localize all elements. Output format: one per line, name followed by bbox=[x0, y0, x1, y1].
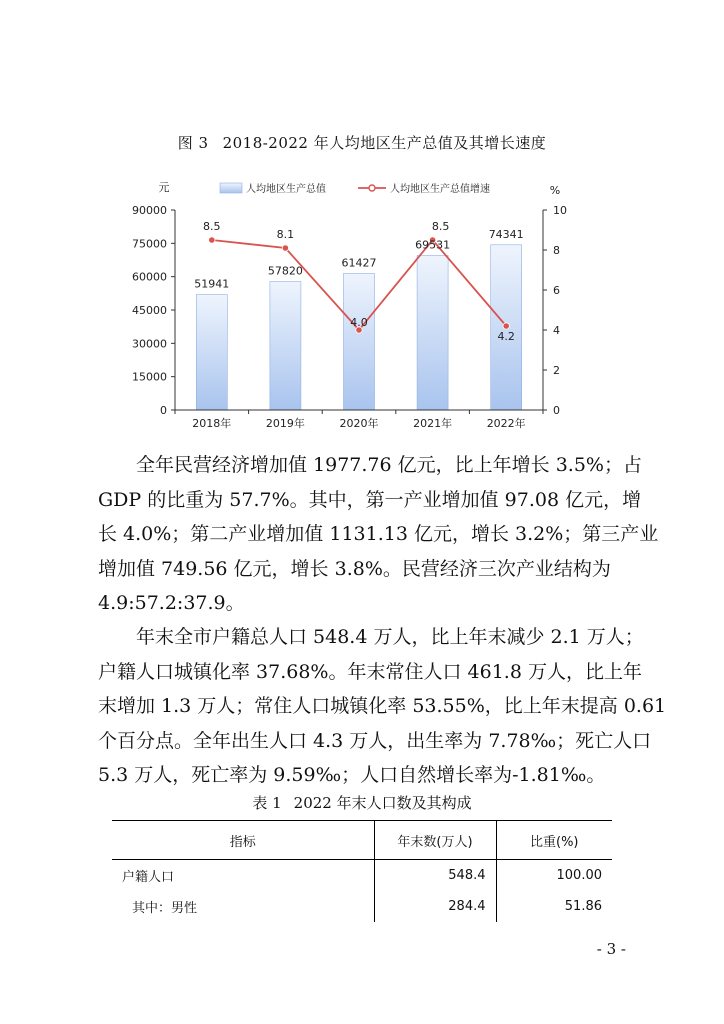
left-axis-unit: 元 bbox=[158, 181, 170, 194]
bar-value-label: 51941 bbox=[194, 277, 230, 291]
paragraph-private-economy bbox=[98, 448, 659, 621]
y-tick-label-right: 6 bbox=[553, 284, 560, 297]
header-indicator: 指标 bbox=[112, 821, 374, 860]
text-line: 4.9:57.2:37.9。 bbox=[98, 592, 245, 614]
figure-caption: 2018-2022 年人均地区生产总值及其增长速度 bbox=[222, 134, 547, 152]
growth-value-label: 4.2 bbox=[497, 330, 515, 343]
growth-value-label: 8.1 bbox=[276, 228, 295, 241]
y-tick-label-right: 10 bbox=[553, 204, 567, 217]
y-tick-label-left: 60000 bbox=[132, 270, 167, 284]
table-label: 表 1 bbox=[252, 794, 282, 812]
text-line: 个百分点。全年出生人口 4.3 万人，出生率为 7.78‰；死亡人口 bbox=[98, 729, 652, 752]
gdp-per-capita-chart bbox=[118, 172, 588, 440]
x-tick-label: 2018年 bbox=[192, 417, 232, 430]
figure-label: 图 3 bbox=[177, 134, 209, 152]
legend-line-label: 人均地区生产总值增速 bbox=[390, 184, 490, 195]
growth-value-label: 8.5 bbox=[431, 220, 450, 233]
legend-line-marker bbox=[369, 185, 375, 191]
bar bbox=[270, 282, 301, 410]
y-tick-label-left: 75000 bbox=[132, 237, 167, 251]
x-tick-label: 2019年 bbox=[265, 417, 305, 430]
y-tick-label-right: 2 bbox=[553, 364, 560, 377]
growth-value-label: 4.0 bbox=[350, 316, 368, 329]
bar-value-label: 57820 bbox=[267, 264, 303, 278]
y-tick-label-right: 8 bbox=[553, 244, 560, 257]
right-axis-unit: % bbox=[549, 184, 561, 197]
text-line: 增加值 749.56 亿元，增长 3.8%。民营经济三次产业结构为 bbox=[98, 557, 611, 580]
table-row bbox=[112, 860, 612, 892]
growth-point bbox=[282, 245, 288, 251]
bar bbox=[417, 255, 448, 410]
text-line: 末增加 1.3 万人；常住人口城镇化率 53.55%，比上年末提高 0.61 bbox=[98, 695, 667, 717]
header-share: 比重(%) bbox=[496, 821, 612, 860]
table-row bbox=[112, 891, 612, 922]
table-caption: 2022 年末人口数及其构成 bbox=[293, 794, 472, 812]
bar-value-label: 61427 bbox=[341, 256, 377, 270]
y-tick-label-right: 0 bbox=[553, 404, 560, 417]
bar bbox=[344, 273, 375, 410]
legend-bar-label: 人均地区生产总值 bbox=[246, 184, 326, 195]
bar-value-label: 74341 bbox=[488, 227, 524, 241]
text-line: 户籍人口城镇化率 37.68%。年末常住人口 461.8 万人，比上年 bbox=[98, 660, 642, 683]
x-tick-label: 2021年 bbox=[413, 417, 453, 430]
x-tick-label: 2022年 bbox=[486, 417, 526, 430]
row-share: 51.86 bbox=[496, 891, 612, 922]
row-share: 100.00 bbox=[496, 860, 612, 892]
y-tick-label-left: 30000 bbox=[132, 337, 167, 351]
text-line: GDP 的比重为 57.7%。其中，第一产业增加值 97.08 亿元，增 bbox=[98, 488, 642, 511]
growth-value-label: 8.5 bbox=[203, 220, 221, 233]
y-tick-label-left: 90000 bbox=[132, 204, 167, 217]
figure-title bbox=[0, 132, 724, 153]
table-header-row bbox=[112, 821, 612, 860]
population-table bbox=[112, 820, 612, 922]
header-year-end-count: 年末数(万人) bbox=[374, 821, 496, 860]
page-number: - 3 - bbox=[596, 940, 626, 958]
x-tick-label: 2020年 bbox=[339, 417, 379, 430]
y-tick-label-left: 0 bbox=[160, 404, 167, 417]
text-line: 5.3 万人，死亡率为 9.59‰；人口自然增长率为-1.81‰。 bbox=[98, 764, 606, 786]
y-tick-label-right: 4 bbox=[553, 324, 560, 337]
row-label: 户籍人口 bbox=[122, 870, 175, 885]
row-count: 548.4 bbox=[374, 860, 496, 892]
bar-value-label: 69531 bbox=[415, 238, 451, 252]
paragraph-population bbox=[98, 620, 667, 793]
text-line: 年末全市户籍总人口 548.4 万人，比上年末减少 2.1 万人； bbox=[136, 626, 644, 648]
bar bbox=[196, 295, 227, 410]
text-line: 全年民营经济增加值 1977.76 亿元，比上年增长 3.5%；占 bbox=[136, 454, 642, 476]
row-count: 284.4 bbox=[374, 891, 496, 922]
growth-point bbox=[503, 323, 509, 329]
y-tick-label-left: 15000 bbox=[132, 370, 167, 384]
text-line: 长 4.0%；第二产业增加值 1131.13 亿元，增长 3.2%；第三产业 bbox=[98, 523, 659, 545]
table-title bbox=[0, 792, 724, 813]
y-tick-label-left: 45000 bbox=[132, 304, 167, 317]
growth-point bbox=[209, 237, 215, 243]
row-label: 其中：男性 bbox=[132, 901, 198, 916]
legend-bar-swatch bbox=[220, 183, 242, 193]
